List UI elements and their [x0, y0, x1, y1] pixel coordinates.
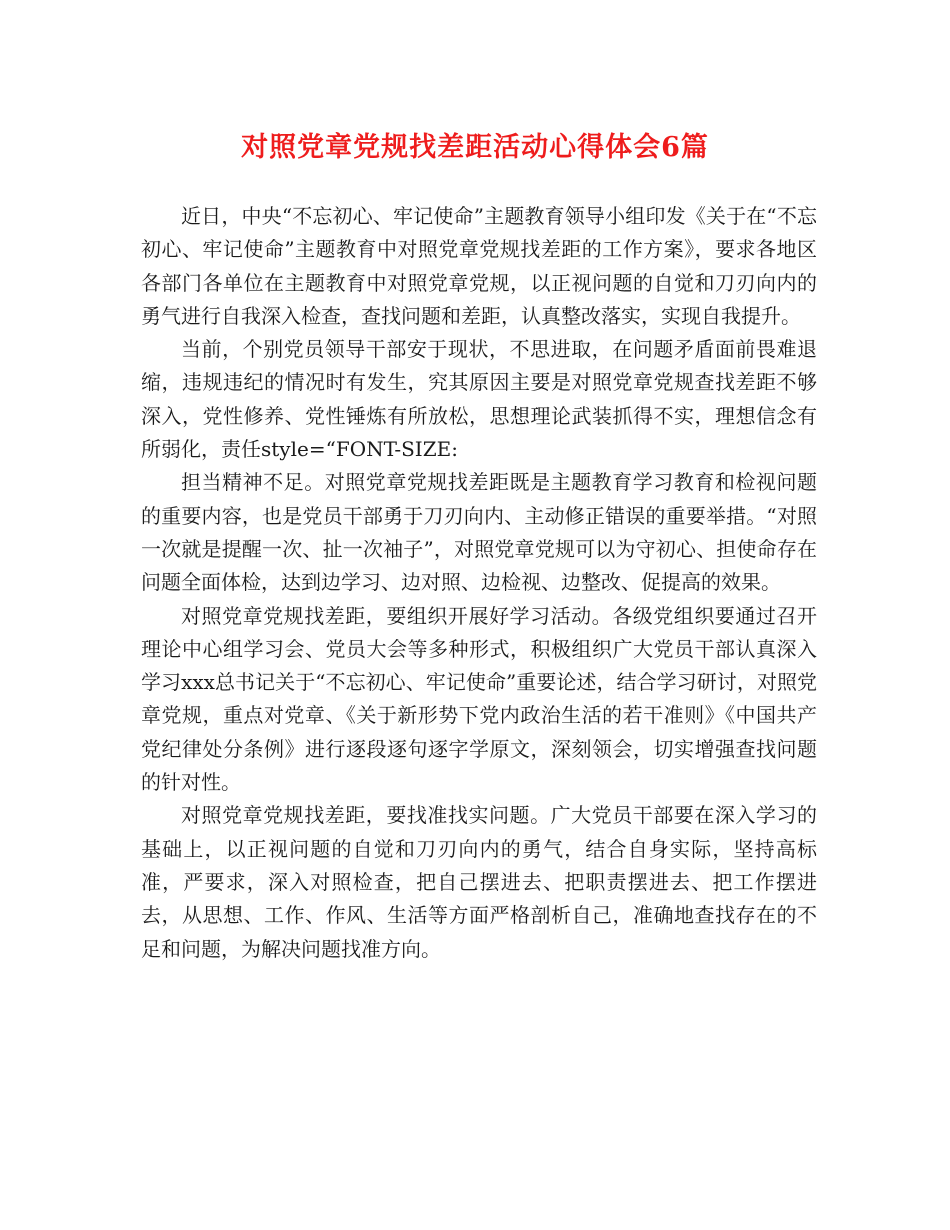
- paragraph: 对照党章党规找差距，要组织开展好学习活动。各级党组织要通过召开理论中心组学习会、党员大会等多种形式，积极组织广大党员干部认真深入学习xxx总书记关于“不忘初心、牢记使命”重要论述，结合学习研讨，对照党章党规，重点对党章、《关于新形势下党内政治生活的若干准则》《中国共产党纪律处分条例》进行逐段逐句逐字学原文，深刻领会，切实增强查找问题的针对性。: [141, 603, 817, 795]
- document-title: 对照党章党规找差距活动心得体会6篇: [241, 132, 709, 163]
- document-body: [141, 200, 817, 966]
- paragraph: 当前，个别党员领导干部安于现状，不思进取，在问题矛盾面前畏难退缩，违规违纪的情况时有发生，究其原因主要是对照党章党规查找差距不够深入，党性修养、党性锤炼有所放松，思想理论武装抓得不实，理想信念有所弱化，责任style=“FONT-SIZE:: [141, 337, 817, 462]
- paragraph: 对照党章党规找差距，要找准找实问题。广大党员干部要在深入学习的基础上，以正视问题的自觉和刀刃向内的勇气，结合自身实际，坚持高标准，严要求，深入对照检查，把自己摆进去、把职责摆进去、把工作摆进去，从思想、工作、作风、生活等方面严格剖析自己，准确地查找存在的不足和问题，为解决问题找准方向。: [141, 803, 817, 961]
- paragraph: 担当精神不足。对照党章党规找差距既是主题教育学习教育和检视问题的重要内容，也是党员干部勇于刀刃向内、主动修正错误的重要举措。“对照一次就是提醒一次、扯一次袖子”，对照党章党规可以为守初心、担使命存在问题全面体检，达到边学习、边对照、边检视、边整改、促提高的效果。: [141, 470, 817, 595]
- paragraph: 近日，中央“不忘初心、牢记使命”主题教育领导小组印发《关于在“不忘初心、牢记使命”主题教育中对照党章党规找差距的工作方案》，要求各地区各部门各单位在主题教育中对照党章党规，以正视问题的自觉和刀刃向内的勇气进行自我深入检查，查找问题和差距，认真整改落实，实现自我提升。: [141, 204, 817, 328]
